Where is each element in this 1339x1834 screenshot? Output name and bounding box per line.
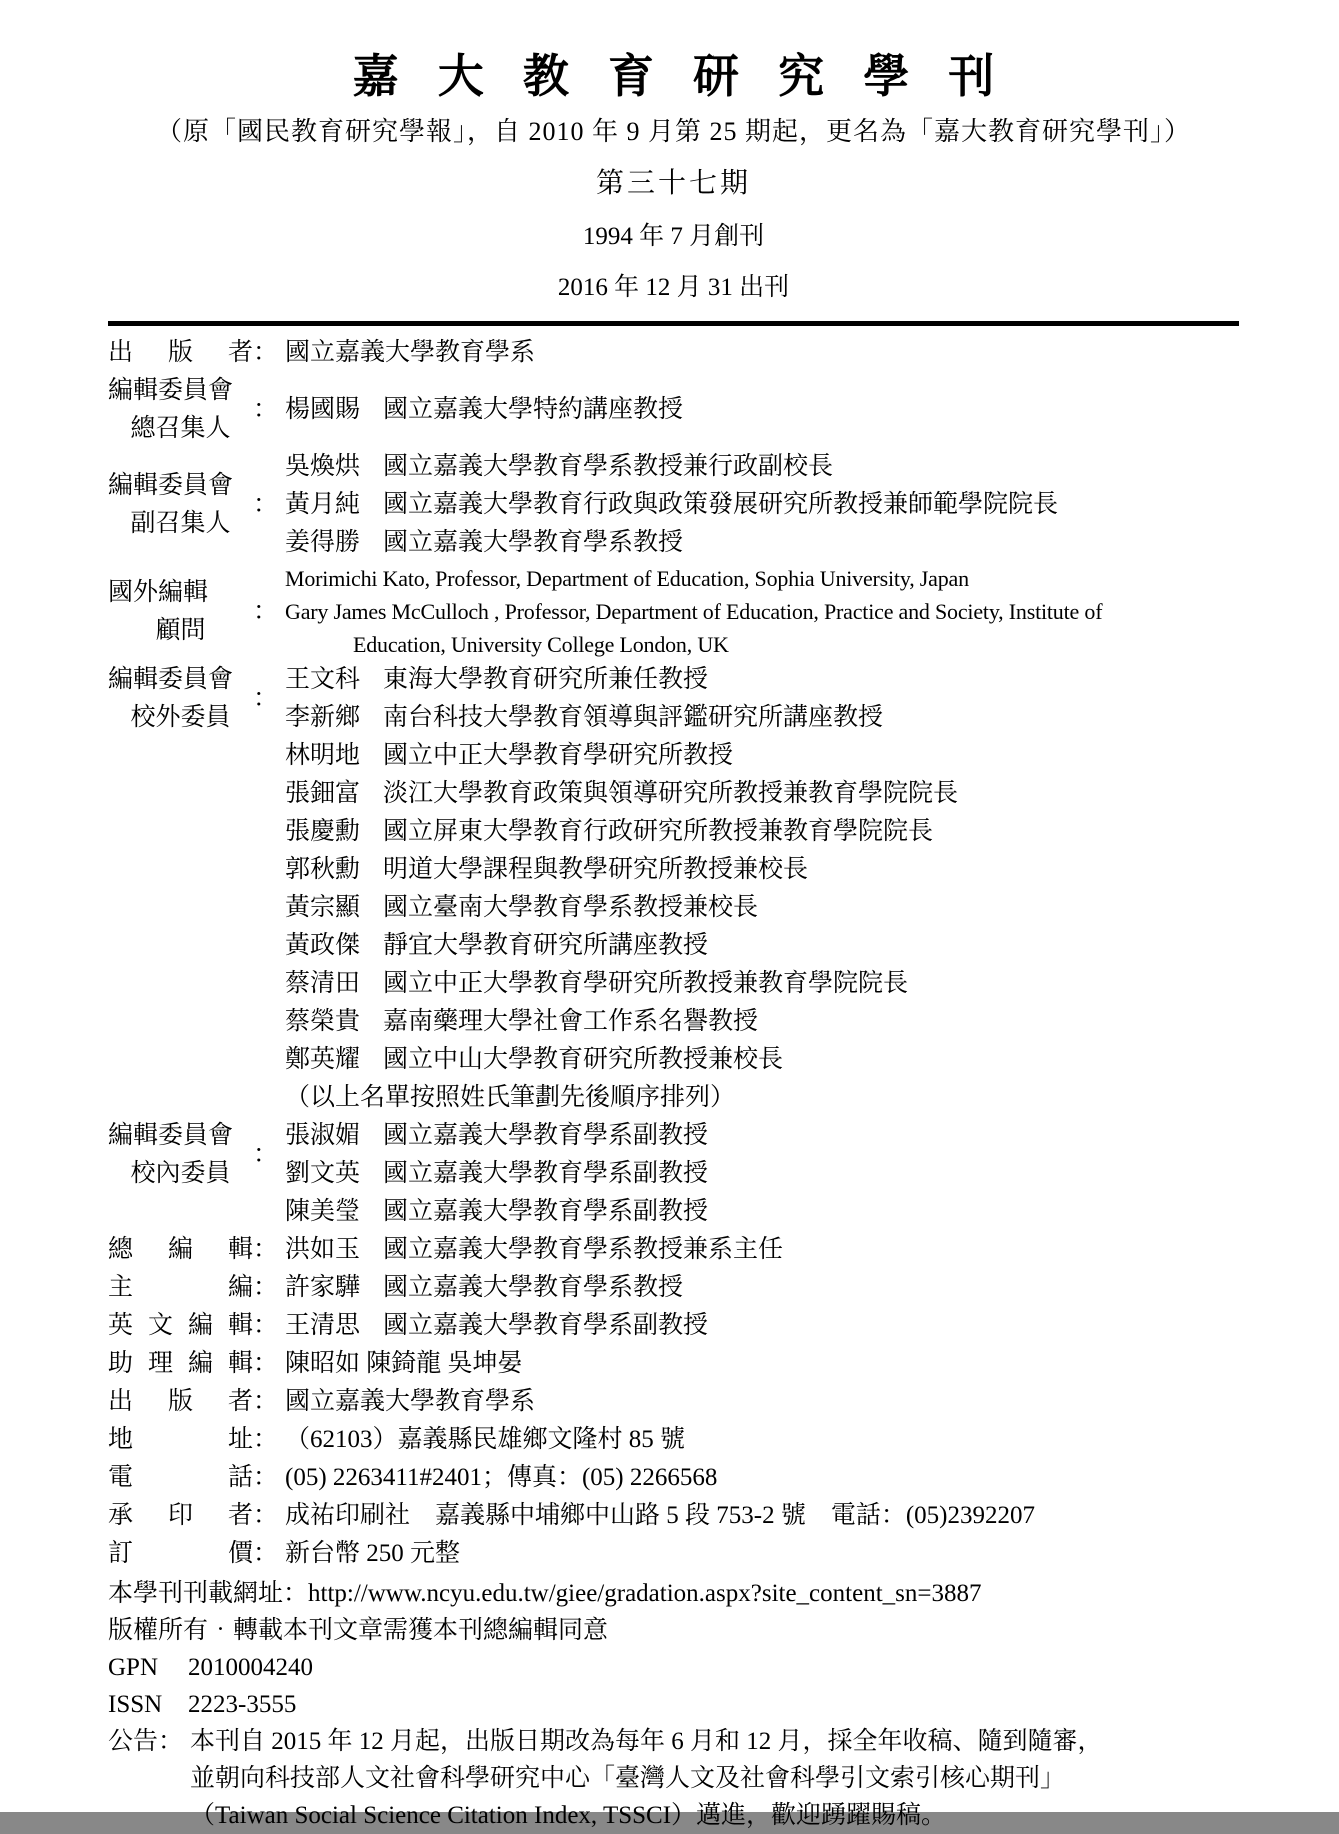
member-name: 張鈿富 <box>285 780 361 808</box>
member-affiliation: 靜宜大學教育研究所講座教授 <box>383 932 709 960</box>
row-head <box>108 1307 285 1345</box>
copyright-line: 版權所有‧轉載本刊文章需獲本刊總編輯同意 <box>108 1617 609 1645</box>
row-head <box>108 1459 285 1497</box>
member-name: 黃宗顯 <box>285 894 361 922</box>
member-affiliation: 明道大學課程與教學研究所教授兼校長 <box>383 856 809 884</box>
row-head <box>108 1117 285 1193</box>
member-name: 王清思 <box>285 1312 361 1340</box>
row-colon: ： <box>253 685 279 713</box>
member-affiliation: 國立中正大學教育學研究所教授 <box>383 742 734 770</box>
member-name: 王文科 <box>285 666 361 694</box>
member-line <box>285 851 1239 889</box>
member-line <box>285 1193 1239 1231</box>
row-colon: ： <box>253 1350 279 1378</box>
divider-rule <box>108 321 1239 326</box>
issn-label: ISSN <box>108 1691 163 1719</box>
member-affiliation: 國立嘉義大學教育學系副教授 <box>383 1312 709 1340</box>
issn-value: 2223-3555 <box>188 1691 297 1719</box>
row-content <box>285 1345 1239 1383</box>
member-name: 黃月純 <box>285 491 361 519</box>
member-line <box>285 524 1239 562</box>
notice-line: 並朝向科技部人文社會科學研究中心「臺灣人文及社會科學引文索引核心期刊」 <box>190 1765 1066 1793</box>
row-text-line: （62103）嘉義縣民雄鄉文隆村 85 號 <box>285 1426 686 1454</box>
member-name: 劉文英 <box>285 1160 361 1188</box>
row-content <box>285 334 1239 372</box>
footer <box>108 1575 1239 1834</box>
member-name: 張慶勳 <box>285 818 361 846</box>
member-line <box>285 486 1239 524</box>
row-label <box>108 1345 253 1383</box>
member-name: 許家驊 <box>285 1274 361 1302</box>
row-label <box>108 1535 253 1573</box>
member-name: 洪如玉 <box>285 1236 361 1264</box>
row-label <box>108 1383 253 1421</box>
member-line <box>285 1117 1239 1155</box>
row-content <box>285 1535 1239 1573</box>
member-line <box>285 775 1239 813</box>
row-text-line: 新台幣 250 元整 <box>285 1540 461 1568</box>
row-colon: ： <box>253 1388 279 1416</box>
member-name: 姜得勝 <box>285 529 361 557</box>
member-name: 吳煥烘 <box>285 453 361 481</box>
row-head <box>108 1383 285 1421</box>
member-affiliation: 國立嘉義大學教育學系教授兼行政副校長 <box>383 453 834 481</box>
row-content <box>285 1117 1239 1231</box>
notice-label: 公告： <box>108 1728 184 1756</box>
row-label-line: 助理編輯 <box>108 1350 253 1378</box>
member-affiliation: 國立嘉義大學教育學系教授 <box>383 1274 684 1302</box>
member-affiliation: 國立屏東大學教育行政研究所教授兼教育學院院長 <box>383 818 934 846</box>
row-head <box>108 574 285 650</box>
publish-date: 2016 年 12 月 31 出刊 <box>557 274 790 302</box>
member-line <box>285 1155 1239 1193</box>
row-label-line: 訂價 <box>108 1540 253 1568</box>
member-affiliation: 東海大學教育研究所兼任教授 <box>383 666 709 694</box>
row-label-line: 電話 <box>108 1464 253 1492</box>
row-colon: ： <box>253 1502 279 1530</box>
row-label-line: 顧問 <box>155 616 206 644</box>
info-row <box>108 372 1239 448</box>
row-label-line: 編輯委員會 <box>108 1122 234 1150</box>
row-content <box>285 1269 1239 1307</box>
member-line <box>285 699 1239 737</box>
row-head <box>108 1269 285 1307</box>
member-name: 李新鄉 <box>285 704 361 732</box>
row-content <box>285 1497 1239 1535</box>
notice <box>108 1723 1239 1834</box>
row-colon: ： <box>253 1236 279 1264</box>
row-label-line: 出版者 <box>108 1388 253 1416</box>
row-label <box>108 1459 253 1497</box>
member-affiliation: 國立嘉義大學教育學系副教授 <box>383 1198 709 1226</box>
row-content <box>285 391 1239 429</box>
info-row <box>108 562 1239 661</box>
gpn-label: GPN <box>108 1654 159 1682</box>
member-affiliation: 國立中正大學教育學研究所教授兼教育學院院長 <box>383 970 909 998</box>
journal-title: 嘉大教育研究學刊 <box>352 51 1034 102</box>
row-colon: ： <box>253 1274 279 1302</box>
row-text-line: Gary James McCulloch , Professor, Department of Education, Practice and Society, Institute of <box>285 599 1103 625</box>
info-row <box>108 1345 1239 1383</box>
member-line <box>285 391 1239 429</box>
row-head <box>108 1421 285 1459</box>
member-name: 陳美瑩 <box>285 1198 361 1226</box>
member-affiliation: 國立嘉義大學教育學系副教授 <box>383 1160 709 1188</box>
row-label <box>108 1231 253 1269</box>
row-text-line: 陳昭如 陳錡龍 吳坤晏 <box>285 1350 523 1378</box>
row-label <box>108 467 253 543</box>
row-label-line: 總編輯 <box>108 1236 253 1264</box>
member-line <box>285 1231 1239 1269</box>
info-row <box>108 1383 1239 1421</box>
member-affiliation: 國立嘉義大學教育行政與政策發展研究所教授兼師範學院院長 <box>383 491 1059 519</box>
info-row <box>108 448 1239 562</box>
info-row <box>108 1231 1239 1269</box>
row-content <box>285 562 1239 661</box>
notice-lines <box>190 1723 1239 1834</box>
member-line <box>285 889 1239 927</box>
row-head <box>108 1231 285 1269</box>
member-line <box>285 737 1239 775</box>
row-label <box>108 1497 253 1535</box>
row-content <box>285 661 1239 1117</box>
member-affiliation: 國立嘉義大學教育學系教授兼系主任 <box>383 1236 784 1264</box>
notice-line: （Taiwan Social Science Citation Index, TSSCI）邁進，歡迎踴躍賜稿。 <box>190 1802 947 1830</box>
row-text-line: 國立嘉義大學教育學系 <box>285 1388 536 1416</box>
info-row <box>108 334 1239 372</box>
row-label <box>108 1117 253 1193</box>
member-name: 黃政傑 <box>285 932 361 960</box>
journal-subtitle: （原「國民教育研究學報」，自 2010 年 9 月第 25 期起，更名為「嘉大教育研究學刊」） <box>155 116 1191 146</box>
member-name: 蔡榮貴 <box>285 1008 361 1036</box>
row-text-line: 國立嘉義大學教育學系 <box>285 339 536 367</box>
member-line <box>285 927 1239 965</box>
member-name: 郭秋勳 <box>285 856 361 884</box>
member-affiliation: 淡江大學教育政策與領導研究所教授兼教育學院院長 <box>383 780 959 808</box>
member-affiliation: 國立中山大學教育研究所教授兼校長 <box>383 1046 784 1074</box>
info-row <box>108 1307 1239 1345</box>
page-header <box>108 52 1239 303</box>
info-row <box>108 1497 1239 1535</box>
row-label <box>108 661 253 737</box>
sort-order-note: （以上名單按照姓氏筆劃先後順序排列） <box>285 1084 736 1112</box>
row-label-line: 出版者 <box>108 339 253 367</box>
issn-line <box>108 1686 1239 1723</box>
row-label-line: 地址 <box>108 1426 253 1454</box>
member-line <box>285 1307 1239 1345</box>
row-label <box>108 1307 253 1345</box>
row-head <box>108 372 285 448</box>
website-label: 本學刊刊載網址： <box>108 1580 309 1608</box>
row-colon: ： <box>253 597 279 625</box>
row-label-line: 編輯委員會 <box>108 472 234 500</box>
row-colon: ： <box>253 396 279 424</box>
gpn-line <box>108 1649 1239 1686</box>
row-head <box>108 1497 285 1535</box>
member-affiliation: 國立嘉義大學教育學系副教授 <box>383 1122 709 1150</box>
info-rows <box>108 334 1239 1573</box>
member-line <box>285 813 1239 851</box>
row-text-line: (05) 2263411#2401；傳真：(05) 2266568 <box>285 1464 718 1492</box>
row-label-line: 編輯委員會 <box>108 666 234 694</box>
row-colon: ： <box>253 1312 279 1340</box>
row-content <box>285 1383 1239 1421</box>
row-text-line: Education, University College London, UK <box>353 632 729 658</box>
row-text-line: Morimichi Kato, Professor, Department of Education, Sophia University, Japan <box>285 566 969 592</box>
founded-date: 1994 年 7 月創刊 <box>582 223 765 251</box>
issue-number: 第三十七期 <box>595 168 751 200</box>
row-head <box>108 1345 285 1383</box>
info-row <box>108 1535 1239 1573</box>
row-head <box>108 334 285 372</box>
member-name: 林明地 <box>285 742 361 770</box>
notice-line: 本刊自 2015 年 12 月起，出版日期改為每年 6 月和 12 月，採全年收稿、隨到隨審， <box>190 1728 1103 1756</box>
row-content <box>285 448 1239 562</box>
row-content <box>285 1231 1239 1269</box>
row-colon: ： <box>253 1426 279 1454</box>
row-label-line: 副召集人 <box>130 510 231 538</box>
row-label-line: 校外委員 <box>130 704 231 732</box>
row-label <box>108 1269 253 1307</box>
row-colon: ： <box>253 339 279 367</box>
member-affiliation: 國立嘉義大學特約講座教授 <box>383 396 684 424</box>
member-line <box>285 965 1239 1003</box>
row-content <box>285 1307 1239 1345</box>
row-head <box>108 661 285 737</box>
member-line <box>285 1003 1239 1041</box>
row-label-line: 主編 <box>108 1274 253 1302</box>
row-label-line: 英文編輯 <box>108 1312 253 1340</box>
row-label-line: 承印者 <box>108 1502 253 1530</box>
row-colon: ： <box>253 1141 279 1169</box>
member-line <box>285 448 1239 486</box>
info-row <box>108 1269 1239 1307</box>
row-colon: ： <box>253 491 279 519</box>
row-label-line: 校內委員 <box>130 1160 231 1188</box>
row-head <box>108 1535 285 1573</box>
website-line <box>108 1575 1239 1612</box>
row-text-line: 成祐印刷社 嘉義縣中埔鄉中山路 5 段 753-2 號 電話：(05)2392207 <box>285 1502 1035 1530</box>
member-line <box>285 1269 1239 1307</box>
row-label-line: 總召集人 <box>130 415 231 443</box>
member-affiliation: 嘉南藥理大學社會工作系名譽教授 <box>383 1008 759 1036</box>
row-head <box>108 467 285 543</box>
member-line <box>285 1041 1239 1079</box>
member-name: 鄭英耀 <box>285 1046 361 1074</box>
row-label-line: 國外編輯 <box>108 578 209 606</box>
member-affiliation: 國立嘉義大學教育學系教授 <box>383 529 684 557</box>
member-line <box>285 661 1239 699</box>
member-name: 楊國賜 <box>285 396 361 424</box>
member-name: 張淑媚 <box>285 1122 361 1150</box>
member-affiliation: 南台科技大學教育領導與評鑑研究所講座教授 <box>383 704 884 732</box>
row-label <box>108 334 253 372</box>
row-label-line: 編輯委員會 <box>108 377 234 405</box>
member-name: 蔡清田 <box>285 970 361 998</box>
row-label <box>108 372 253 448</box>
info-row <box>108 661 1239 1117</box>
info-row <box>108 1117 1239 1231</box>
row-content <box>285 1459 1239 1497</box>
gpn-value: 2010004240 <box>188 1654 313 1682</box>
row-content <box>285 1421 1239 1459</box>
website-url: http://www.ncyu.edu.tw/giee/gradation.aspx?site_content_sn=3887 <box>308 1580 982 1608</box>
member-affiliation: 國立臺南大學教育學系教授兼校長 <box>383 894 759 922</box>
row-colon: ： <box>253 1540 279 1568</box>
row-label <box>108 574 253 650</box>
info-row <box>108 1459 1239 1497</box>
row-label <box>108 1421 253 1459</box>
info-row <box>108 1421 1239 1459</box>
row-colon: ： <box>253 1464 279 1492</box>
